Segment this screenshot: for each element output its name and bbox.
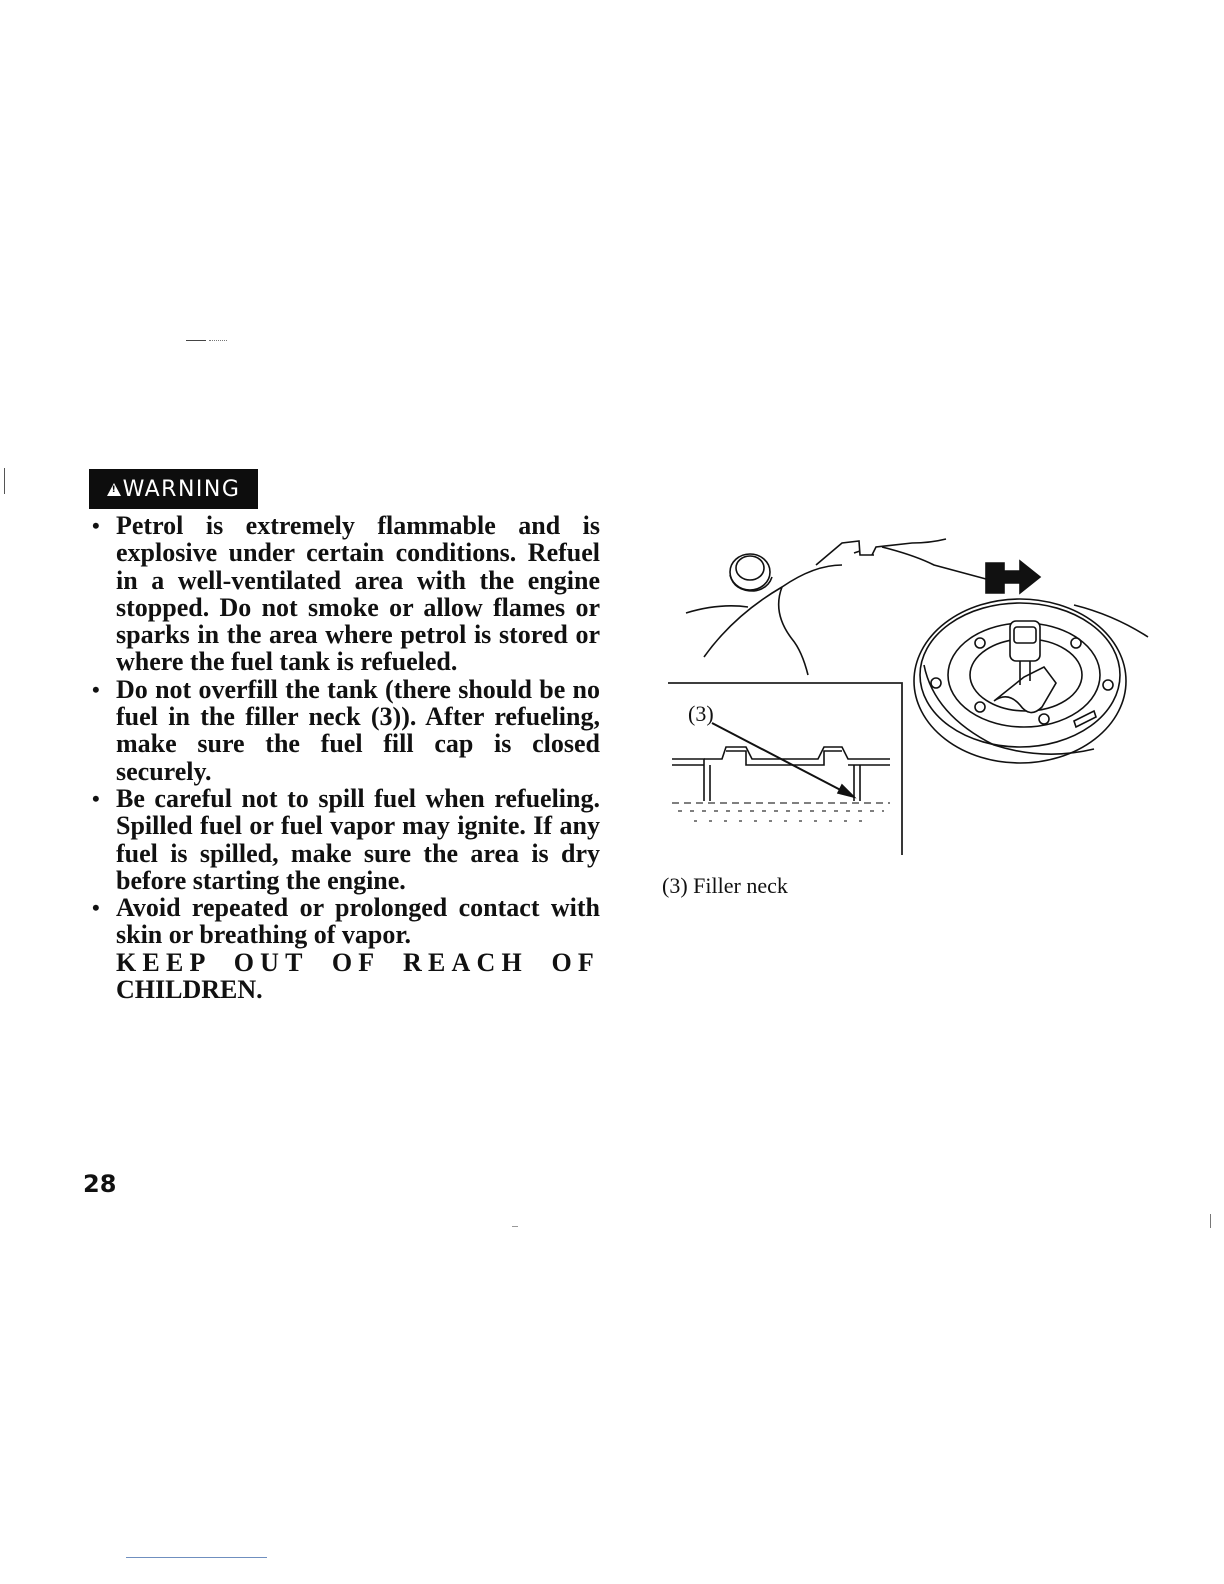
bullet-icon: • (92, 785, 100, 811)
warning-bullet (92, 512, 600, 676)
scan-speck (512, 1226, 518, 1227)
warning-bullet (92, 894, 600, 1003)
bullet-icon: • (92, 676, 100, 702)
warning-triangle-icon (107, 483, 121, 496)
stray-dash-mark (186, 340, 228, 342)
page-number: 28 (83, 1170, 117, 1198)
figure-caption: (3) Filler neck (662, 873, 788, 898)
scan-edge-mark (1210, 1214, 1211, 1228)
fuel-tank-drawing (664, 535, 1154, 865)
warning-badge (89, 469, 258, 509)
warning-bullet (92, 785, 600, 894)
bullet-icon: • (92, 513, 100, 538)
fuel-tank-illustration (664, 535, 1154, 865)
warning-tail-text: CHILDREN. (116, 975, 263, 1005)
scan-edge-mark (4, 468, 5, 494)
warning-bullet-text: Be careful not to spill fuel when refueling. Spilled fuel or fuel vapor may ignite. If any fuel is spilled, make sure the area is dry before starting the engine. (116, 783, 600, 895)
warning-list (92, 512, 600, 1003)
figure-callout: (3) (688, 701, 714, 726)
warning-bullet (92, 676, 600, 785)
warning-bullet-text: Avoid repeated or prolonged contact with skin or breathing of vapor. (116, 893, 600, 950)
bullet-icon: • (92, 895, 100, 921)
warning-bullet-text: Petrol is extremely flammable and is explosive under certain conditions. Refuel in a well-ventilated area with the engine stopped. Do not smoke or allow flames or sparks in the area where petrol is stored or where the fuel tank is refueled. (116, 511, 600, 677)
warning-label: WARNING (122, 476, 241, 502)
warning-caps-text: KEEP OUT OF REACH OF (116, 947, 600, 977)
bottom-rule (126, 1557, 267, 1558)
warning-bullet-text: Do not overfill the tank (there should be no fuel in the filler neck (3)). After refueling, make sure the fuel fill cap is closed securely. (116, 674, 600, 786)
